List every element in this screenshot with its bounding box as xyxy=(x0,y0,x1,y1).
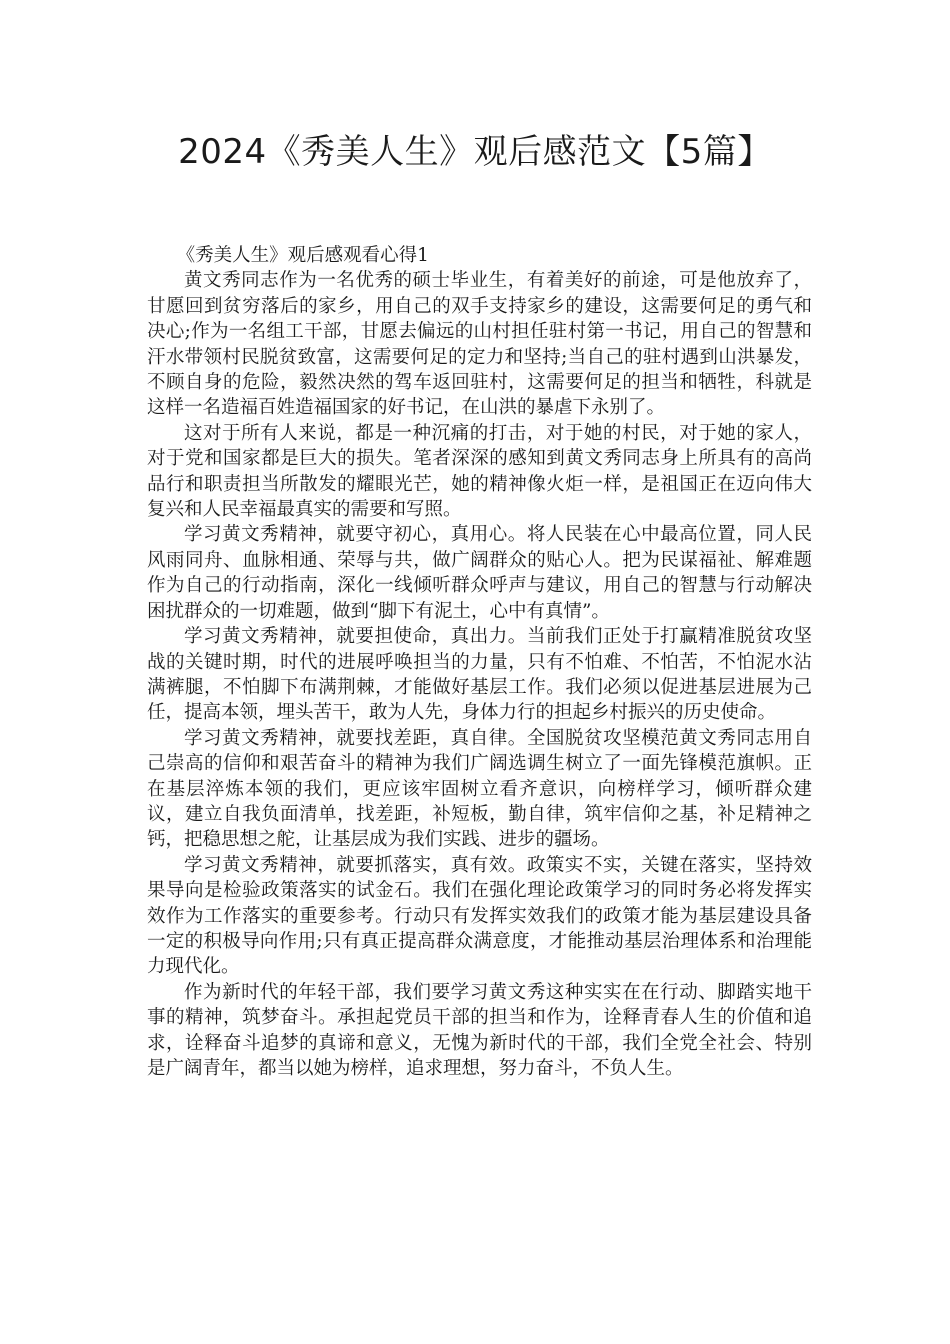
section-heading: 《秀美人生》观后感观看心得1 xyxy=(176,245,429,266)
paragraph: 学习黄文秀精神，就要找差距，真自律。全国脱贫攻坚模范黄文秀同志用自己崇高的信仰和艰苦奋斗的精神为我们广阔选调生树立了一面先锋模范旗帜。正在基层淬炼本领的我们，更应该牢固树立看齐意识，向榜样学习，倾听群众建议，建立自我负面清单，找差距，补短板，勤自律，筑牢信仰之基，补足精神之钙，把稳思想之舵，让基层成为我们实践、进步的疆场。 xyxy=(147,727,812,851)
paragraph: 这对于所有人来说，都是一种沉痛的打击，对于她的村民，对于她的家人，对于党和国家都是巨大的损失。笔者深深的感知到黄文秀同志身上所具有的高尚品行和职责担当所散发的耀眼光芒，她的精神像火炬一样，是祖国正在迈向伟大复兴和人民幸福最真实的需要和写照。 xyxy=(147,422,812,521)
document-body xyxy=(147,243,812,1081)
paragraph: 作为新时代的年轻干部，我们要学习黄文秀这种实实在在行动、脚踏实地干事的精神，筑梦奋斗。承担起党员干部的担当和作为，诠释青春人生的价值和追求，诠释奋斗追梦的真谛和意义，无愧为新时代的干部，我们全党全社会、特别是广阔青年，都当以她为榜样，追求理想，努力奋斗，不负人生。 xyxy=(147,981,812,1079)
paragraph: 学习黄文秀精神，就要守初心，真用心。将人民装在心中最高位置，同人民风雨同舟、血脉相通、荣辱与共，做广阔群众的贴心人。把为民谋福祉、解难题作为自己的行动指南，深化一线倾听群众呼声与建议，用自己的智慧与行动解决困扰群众的一切难题，做到“脚下有泥土，心中有真情”。 xyxy=(147,524,812,622)
document-title: 2024《秀美人生》观后感范文【5篇】 xyxy=(178,132,772,172)
paragraph: 学习黄文秀精神，就要抓落实，真有效。政策实不实，关键在落实，坚持效果导向是检验政策落实的试金石。我们在强化理论政策学习的同时务必将发挥实效作为工作落实的重要参考。行动只有发挥实效我们的政策才能为基层建设具备一定的积极导向作用;只有真正提高群众满意度，才能推动基层治理体系和治理能力现代化。 xyxy=(147,854,812,978)
paragraph: 学习黄文秀精神，就要担使命，真出力。当前我们正处于打赢精准脱贫攻坚战的关键时期，时代的进展呼唤担当的力量，只有不怕难、不怕苦，不怕泥水沾满裤腿，不怕脚下布满荆棘，才能做好基层工作。我们必须以促进基层进展为己任，提高本领，埋头苦干，敢为人先，身体力行的担起乡村振兴的历史使命。 xyxy=(147,626,812,724)
paragraph: 黄文秀同志作为一名优秀的硕士毕业生，有着美好的前途，可是他放弃了，甘愿回到贫穷落后的家乡，用自己的双手支持家乡的建设，这需要何足的勇气和决心;作为一名组工干部，甘愿去偏远的山村担任驻村第一书记，用自己的智慧和汗水带领村民脱贫致富，这需要何足的定力和坚持;当自己的驻村遇到山洪暴发，不顾自身的危险，毅然决然的驾车返回驻村，这需要何足的担当和牺牲，科就是这样一名造福百姓造福国家的好书记，在山洪的暴虐下永别了。 xyxy=(147,270,812,419)
